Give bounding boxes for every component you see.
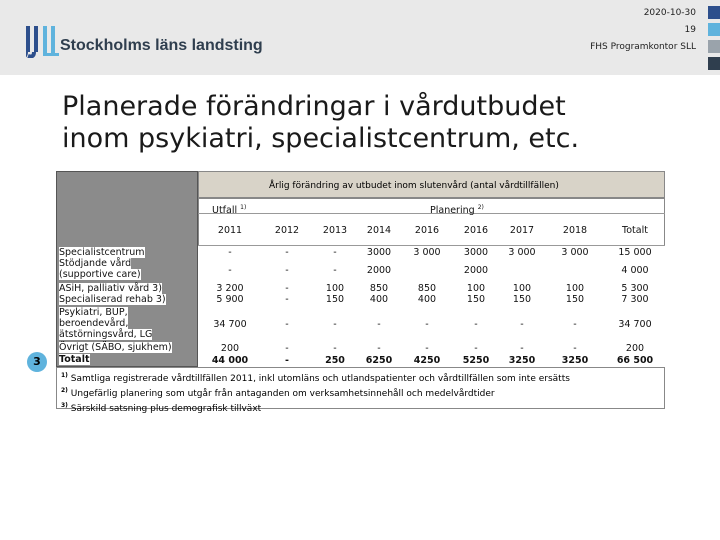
table-cell: 34 700 — [213, 319, 247, 330]
year-header: 2016 — [414, 225, 440, 236]
table-cell: 34 700 — [618, 319, 652, 330]
total-cell: 6250 — [365, 355, 393, 366]
table-cell: - — [285, 283, 289, 294]
table-cell: - — [333, 343, 337, 354]
year-header: 2013 — [322, 225, 348, 236]
year-header: Totalt — [622, 225, 648, 236]
table-cell: 2000 — [463, 265, 489, 276]
table-cell: - — [285, 294, 289, 305]
table-cell: 3 000 — [561, 247, 589, 258]
table-cell: 15 000 — [618, 247, 652, 258]
divider — [198, 245, 665, 246]
table-cell: 200 — [220, 343, 240, 354]
row-label: Övrigt (SÄBO, sjukhem) — [59, 342, 172, 353]
table-cell: - — [377, 343, 381, 354]
footnote: $^{2)}$ Ungefärlig planering som utgår från antaganden om verksamhetsinnehåll och medelvårdtider — [61, 387, 495, 399]
slide-title-line1: Planerade förändringar i vårdutbudet — [62, 91, 566, 122]
total-cell: 44 000 — [211, 355, 249, 366]
outcome-header: Utfall $^{1)}$ — [212, 204, 247, 217]
footnote: $^{1)}$ Samtliga registrerade vårdtillfällen 2011, inkl utomläns och utlandspatienter och vårdtillfällen som inte ersätts — [61, 372, 570, 384]
table-cell: - — [333, 319, 337, 330]
table-cell: - — [425, 319, 429, 330]
section-badge: 3 — [27, 352, 47, 372]
table-cell: - — [573, 319, 577, 330]
slide-title-line2: inom psykiatri, specialistcentrum, etc. — [62, 123, 580, 154]
table-cell: - — [228, 265, 232, 276]
table-cell: 100 — [466, 283, 486, 294]
accent-square-2 — [708, 23, 720, 36]
table-cell: - — [474, 343, 478, 354]
table-banner — [198, 171, 665, 198]
table-cell: - — [425, 343, 429, 354]
table-cell: 3 200 — [216, 283, 244, 294]
table-cell: 5 900 — [216, 294, 244, 305]
row-label: (supportive care) — [59, 269, 141, 280]
year-header: 2012 — [274, 225, 300, 236]
row-label: Stödjande vård — [59, 258, 132, 269]
year-header: 2011 — [217, 225, 243, 236]
accent-square-1 — [708, 6, 720, 19]
table-cell: 200 — [625, 343, 645, 354]
table-banner-text: Årlig förändring av utbudet inom slutenvård (antal vårdtillfällen) — [269, 181, 559, 191]
year-header: 2018 — [562, 225, 588, 236]
total-cell: 66 500 — [616, 355, 654, 366]
table-cell: 100 — [565, 283, 585, 294]
date-label: 2020-10-30 — [643, 8, 696, 18]
accent-square-4 — [708, 57, 720, 70]
row-label: ASiH, palliativ vård 3) — [59, 283, 162, 294]
table-cell: 150 — [325, 294, 345, 305]
table-cell: 7 300 — [621, 294, 649, 305]
total-cell: 3250 — [561, 355, 589, 366]
table-cell: 400 — [369, 294, 389, 305]
table-cell: 850 — [417, 283, 437, 294]
total-cell: 250 — [325, 355, 345, 366]
table-cell: 100 — [325, 283, 345, 294]
table-cell: 2000 — [366, 265, 392, 276]
table-cell: - — [573, 343, 577, 354]
total-cell: 3250 — [508, 355, 536, 366]
row-label: Specialiserad rehab 3) — [59, 294, 166, 305]
table-cell: 3 000 — [508, 247, 536, 258]
table-cell: 150 — [565, 294, 585, 305]
table-cell: - — [285, 319, 289, 330]
page-number: 19 — [684, 25, 696, 35]
total-cell: - — [285, 355, 289, 366]
table-cell: - — [520, 319, 524, 330]
table-cell: - — [474, 319, 478, 330]
table-cell: 150 — [512, 294, 532, 305]
logo-text: Stockholms läns landsting — [60, 37, 263, 54]
footnote: $^{3)}$ Särskild satsning plus demografisk tillväxt — [61, 402, 262, 414]
total-cell: 5250 — [462, 355, 490, 366]
table-cell: 3000 — [366, 247, 392, 258]
year-header: 2016 — [463, 225, 489, 236]
table-cell: - — [285, 343, 289, 354]
row-label: beroendevård, — [59, 318, 129, 329]
accent-square-3 — [708, 40, 720, 53]
table-cell: 400 — [417, 294, 437, 305]
table-cell: 5 300 — [621, 283, 649, 294]
table-cell: 150 — [466, 294, 486, 305]
table-cell: - — [333, 247, 337, 258]
row-label: Psykiatri, BUP, — [59, 307, 128, 318]
table-cell: - — [228, 247, 232, 258]
planning-header: Planering $^{2)}$ — [430, 204, 484, 217]
department-label: FHS Programkontor SLL — [590, 42, 696, 52]
table-cell: 850 — [369, 283, 389, 294]
table-cell: - — [285, 247, 289, 258]
table-cell: - — [520, 343, 524, 354]
slide-title — [62, 91, 579, 155]
table-cell: - — [285, 265, 289, 276]
row-label: Specialistcentrum — [59, 247, 145, 258]
table-cell: - — [377, 319, 381, 330]
table-cell: 3000 — [463, 247, 489, 258]
table-cell: 3 000 — [413, 247, 441, 258]
table-cell: - — [333, 265, 337, 276]
table-cell: 100 — [512, 283, 532, 294]
total-cell: 4250 — [413, 355, 441, 366]
year-header: 2014 — [366, 225, 392, 236]
row-label: ätstörningsvård, LG — [59, 329, 153, 340]
footnotes — [56, 367, 665, 414]
row-label: Totalt — [59, 354, 90, 365]
table-cell: 4 000 — [621, 265, 649, 276]
year-header: 2017 — [509, 225, 535, 236]
